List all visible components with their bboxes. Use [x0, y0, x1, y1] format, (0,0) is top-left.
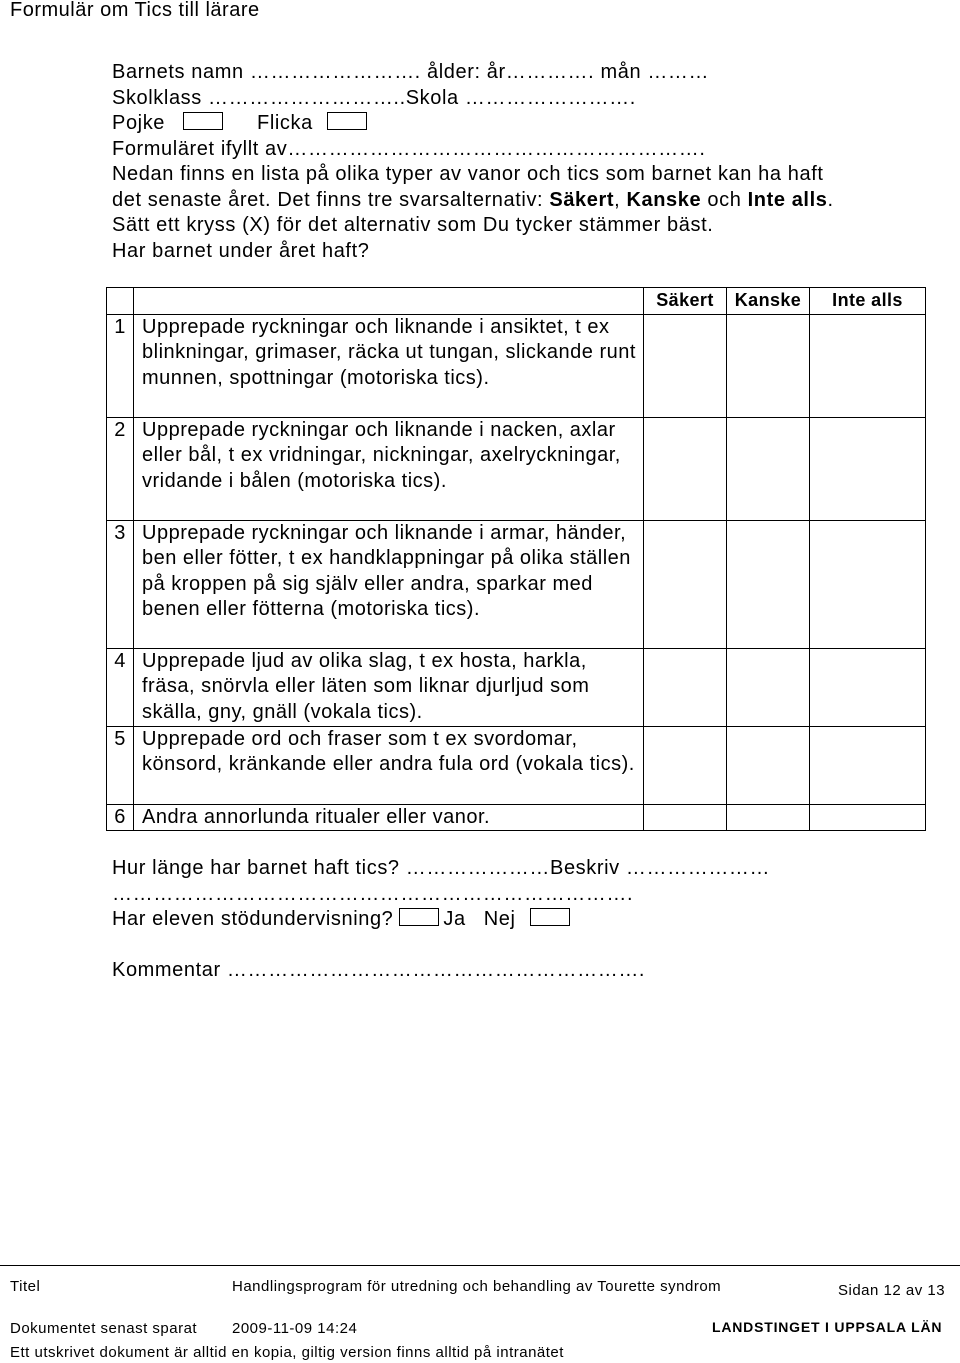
form-header-fields	[112, 60, 932, 264]
column-header-inte-alls: Inte alls	[810, 288, 926, 315]
answer-cell-inte-alls[interactable]	[810, 726, 926, 804]
answer-cell-sakert[interactable]	[644, 417, 727, 520]
row-number: 1	[107, 314, 134, 417]
intro-text-1: Nedan finns en lista på olika typer av vanor och tics som barnet kan ha haft	[112, 163, 824, 185]
row-description: Upprepade ryckningar och liknande i ansiktet, t ex blinkningar, grimaser, räcka ut tungan, slickande runt munnen, spottningar (motoriska tics).	[134, 314, 644, 417]
footer-saved-label: Dokumentet senast sparat	[10, 1320, 198, 1337]
footer-title-value: Handlingsprogram för utredning och behandling av Tourette syndrom	[232, 1278, 722, 1295]
intro-text-2: det senaste året. Det finns tre svarsalternativ: Säkert, Kanske och Inte alls.	[112, 188, 834, 211]
filled-by-line: Formuläret ifyllt av…………………………………………………….	[112, 137, 706, 160]
answer-cell-sakert[interactable]	[644, 648, 727, 726]
row-number: 4	[107, 648, 134, 726]
answer-cell-kanske[interactable]	[727, 648, 810, 726]
row-number: 3	[107, 520, 134, 648]
answer-cell-sakert[interactable]	[644, 726, 727, 804]
page-footer	[0, 1265, 960, 1363]
answer-cell-sakert[interactable]	[644, 314, 727, 417]
row-description: Upprepade ljud av olika slag, t ex hosta, harkla, fräsa, snörvla eller läten som liknar djurljud som skälla, gny, gnäll (vokala tics).	[134, 648, 644, 726]
table-row	[107, 726, 926, 804]
answer-cell-kanske[interactable]	[727, 520, 810, 648]
row-description: Upprepade ryckningar och liknande i nacken, axlar eller bål, t ex vridningar, nickningar, axelryckningar, vridande i bålen (motoriska tics).	[134, 417, 644, 520]
answer-cell-kanske[interactable]	[727, 417, 810, 520]
footer-saved-date: 2009-11-09 14:24	[232, 1320, 358, 1337]
answer-cell-kanske[interactable]	[727, 726, 810, 804]
answer-cell-inte-alls[interactable]	[810, 520, 926, 648]
row-description: Upprepade ord och fraser som t ex svordomar, könsord, kränkande eller andra fula ord (vokala tics).	[134, 726, 644, 804]
table-row	[107, 648, 926, 726]
gender-line	[112, 111, 932, 137]
answer-cell-inte-alls[interactable]	[810, 417, 926, 520]
pojke-checkbox[interactable]	[183, 112, 223, 130]
pojke-label: Pojke	[112, 112, 166, 134]
organization-name: LANDSTINGET I UPPSALA LÄN	[712, 1319, 943, 1335]
column-header-kanske: Kanske	[727, 288, 810, 315]
answer-cell-kanske[interactable]	[727, 804, 810, 831]
tics-table	[106, 287, 926, 831]
row-number: 5	[107, 726, 134, 804]
duration-describe-line: Hur länge har barnet haft tics? …………………Beskriv …………………	[112, 857, 771, 879]
answer-cell-inte-alls[interactable]	[810, 314, 926, 417]
page-number: Sidan 12 av 13	[838, 1282, 946, 1299]
table-row	[107, 314, 926, 417]
flicka-checkbox[interactable]	[327, 112, 367, 130]
answer-cell-kanske[interactable]	[727, 314, 810, 417]
row-description: Upprepade ryckningar och liknande i armar, händer, ben eller fötter, t ex handklappningar på olika ställen på kroppen på sig själv eller andra, sparkar med benen eller fötterna (motoriska tics).	[134, 520, 644, 648]
table-row	[107, 804, 926, 831]
answer-cell-inte-alls[interactable]	[810, 648, 926, 726]
answer-cell-inte-alls[interactable]	[810, 804, 926, 831]
comment-line: Kommentar …………………………………………………….	[112, 959, 646, 981]
column-header-sakert: Säkert	[644, 288, 727, 315]
table-row	[107, 417, 926, 520]
table-header-row	[107, 288, 926, 315]
row-description: Andra annorlunda ritualer eller vanor.	[134, 804, 644, 831]
document-title: Formulär om Tics till lärare	[10, 0, 260, 21]
nej-checkbox[interactable]	[530, 908, 570, 926]
follow-up-fields	[112, 856, 932, 984]
option-sakert: Säkert	[549, 188, 615, 211]
answer-cell-sakert[interactable]	[644, 520, 727, 648]
option-inte-alls: Inte alls	[747, 188, 828, 211]
support-question-line	[112, 907, 932, 933]
flicka-label: Flicka	[257, 112, 313, 134]
row-number: 6	[107, 804, 134, 831]
footer-disclaimer: Ett utskrivet dokument är alltid en kopia, giltig version finns alltid på intranätet	[10, 1344, 564, 1361]
ja-checkbox[interactable]	[399, 908, 439, 926]
footer-title-label: Titel	[10, 1278, 41, 1295]
question-text: Har barnet under året haft?	[112, 239, 370, 262]
child-name-age-line: Barnets namn ……………………. ålder: år…………. mån ………	[112, 61, 710, 83]
ja-label: Ja	[443, 908, 466, 930]
support-question: Har eleven stödundervisning?	[112, 908, 394, 930]
table-row	[107, 520, 926, 648]
instruction-text: Sätt ett kryss (X) för det alternativ som Du tycker stämmer bäst.	[112, 214, 714, 236]
class-school-line: Skolklass ………………………..Skola …………………….	[112, 86, 636, 109]
option-kanske: Kanske	[626, 188, 702, 211]
describe-continuation-line: ………………………………………………………………….	[112, 882, 634, 905]
answer-cell-sakert[interactable]	[644, 804, 727, 831]
row-number: 2	[107, 417, 134, 520]
nej-label: Nej	[483, 908, 516, 930]
